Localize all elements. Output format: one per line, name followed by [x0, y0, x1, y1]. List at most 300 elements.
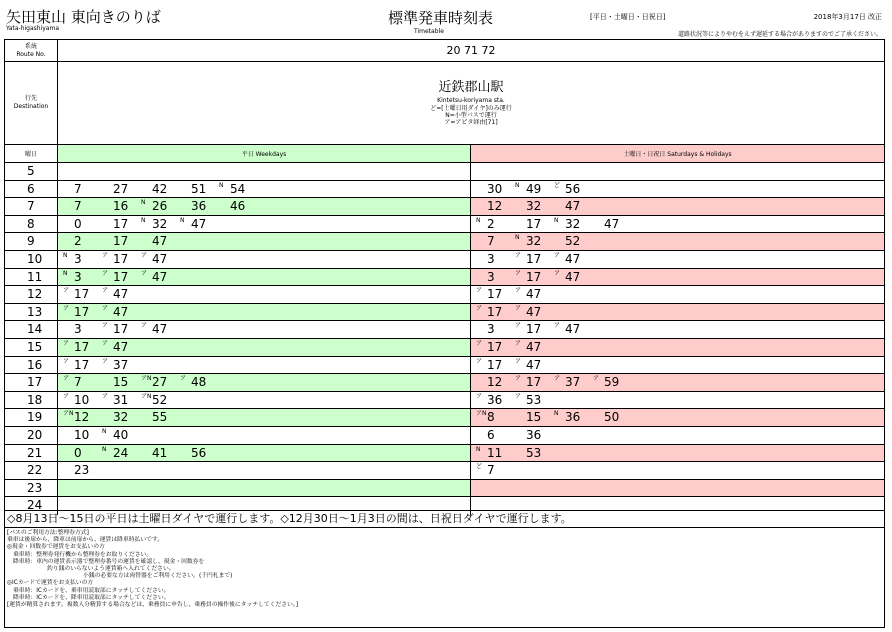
departure-mark: N — [102, 428, 107, 435]
departure-minute: 53 — [526, 392, 542, 407]
departure — [514, 233, 553, 250]
destination-note: N=小型バスで運行 — [445, 111, 497, 119]
holiday-departures-cell — [471, 198, 884, 215]
hour-cell: 8 — [5, 216, 58, 233]
departure-minute: 49 — [526, 181, 542, 196]
departure-minute: 17 — [113, 252, 129, 266]
hour-cell: 6 — [5, 181, 58, 198]
day-types: [平日・土曜日・日祝日] — [590, 13, 666, 21]
departure-minute: 47 — [526, 340, 542, 354]
departure — [553, 321, 592, 338]
departure-minute: 17 — [74, 357, 90, 372]
departure — [62, 409, 101, 426]
departure-minute: 24 — [113, 445, 129, 460]
page-title-en: Timetable — [414, 28, 444, 35]
departure — [101, 339, 140, 356]
weekday-departures-cell — [58, 304, 471, 321]
departure-minute: 10 — [74, 392, 90, 407]
departure — [553, 198, 592, 215]
departure — [140, 216, 179, 233]
departure-mark: ア — [476, 357, 483, 365]
departure-mark: ア — [141, 322, 148, 330]
departure — [140, 233, 179, 250]
weekday-departures-cell — [58, 480, 471, 497]
departure-minute: 15 — [526, 410, 542, 425]
hour-cell: 19 — [5, 409, 58, 426]
hour-cell: 11 — [5, 269, 58, 286]
departure — [475, 374, 514, 391]
departure-mark: ど — [476, 463, 483, 471]
departure — [514, 445, 553, 462]
departure-minute: 7 — [487, 463, 495, 478]
departure-minute: 17 — [526, 216, 542, 231]
departure — [140, 251, 179, 268]
departure — [514, 357, 553, 374]
departure — [514, 409, 553, 426]
departure — [475, 339, 514, 356]
departure-minute: 11 — [487, 445, 503, 460]
weekday-departures-cell — [58, 286, 471, 303]
table-row — [5, 462, 884, 480]
departure — [101, 392, 140, 409]
page-title: 標準発車時刻表 — [388, 9, 494, 27]
departure — [140, 269, 179, 286]
departure-minute: 2 — [487, 216, 495, 231]
departure — [62, 269, 101, 286]
departure-minute: 53 — [526, 445, 542, 460]
departure — [553, 409, 592, 426]
holiday-departures-cell — [471, 480, 884, 497]
hour-cell: 13 — [5, 304, 58, 321]
departure — [62, 321, 101, 338]
instruction-line: 降車時：車内の運賃表示器で整理券番号の運賃を確認し、現金・回数券を — [13, 558, 205, 565]
table-row — [5, 269, 884, 287]
destination-note: ど=[土曜日用ダイヤ]のみ運行 — [430, 104, 512, 112]
departure-mark: ア — [515, 340, 522, 347]
departure — [592, 216, 631, 233]
departure — [475, 251, 514, 268]
weekday-departures-cell — [58, 357, 471, 374]
departure — [514, 181, 553, 198]
destination-label-ja: 行先 — [24, 95, 37, 103]
departure-mark: ア — [476, 340, 483, 347]
table-row — [5, 286, 884, 304]
weekday-departures-cell — [58, 269, 471, 286]
departure-minute: 32 — [113, 410, 129, 425]
departure-mark: N — [515, 234, 520, 242]
departure — [553, 269, 592, 286]
departure-minute: 7 — [74, 181, 82, 196]
departure — [140, 445, 179, 462]
weekday-departures-cell — [58, 251, 471, 268]
departure-minute: 3 — [74, 252, 82, 266]
instruction-line: 乗車時：ICカードを、乗車用読取部にタッチしてください。 — [13, 587, 170, 594]
departure-mark: ア — [180, 375, 187, 383]
destination-romaji: Kintetsu-koriyama sta. — [437, 97, 505, 105]
route-numbers: 20 71 72 — [446, 44, 496, 57]
departure-mark: ア — [102, 287, 109, 295]
revision-date: 2018年3月17日 改正 — [813, 13, 882, 21]
weekday-departures-cell — [58, 409, 471, 426]
departure — [101, 427, 140, 444]
departure-minute: 3 — [74, 322, 82, 337]
departure — [140, 321, 179, 338]
departure — [514, 286, 553, 303]
departure — [179, 181, 218, 198]
departure — [179, 216, 218, 233]
departure — [101, 374, 140, 391]
departure-mark: アN — [141, 392, 152, 400]
departure-minute: 51 — [191, 181, 207, 196]
weekday-departures-cell — [58, 233, 471, 250]
departure — [475, 445, 514, 462]
departure-mark: ア — [515, 287, 522, 295]
departure — [101, 445, 140, 462]
table-row — [5, 374, 884, 392]
direction-text: 東向きのりば — [70, 8, 161, 26]
departure-minute: 15 — [113, 375, 129, 390]
departure-minute: 47 — [526, 287, 542, 302]
departure-mark: ア — [102, 322, 109, 330]
departure-mark: ア — [102, 340, 109, 347]
table-row — [5, 409, 884, 427]
departure-minute: 10 — [74, 428, 90, 442]
departure — [475, 286, 514, 303]
departure-mark: N — [554, 216, 559, 224]
departure-minute: 17 — [113, 322, 129, 337]
departure — [101, 251, 140, 268]
departure — [101, 304, 140, 321]
departure-mark: ア — [63, 357, 70, 365]
departure-mark: ア — [102, 252, 109, 259]
departure — [553, 374, 592, 391]
departure — [62, 339, 101, 356]
departure — [101, 286, 140, 303]
departure-minute: 47 — [113, 304, 129, 319]
departure — [553, 181, 592, 198]
hour-cell: 10 — [5, 251, 58, 268]
table-header — [5, 145, 884, 163]
departure-mark: ア — [102, 304, 109, 312]
instruction-line: 乗車時：整理券発行機から整理券をお取りください。 — [13, 551, 153, 558]
table-row — [5, 216, 884, 234]
table-row — [5, 304, 884, 322]
departure-minute: 56 — [191, 445, 207, 460]
table-row — [5, 321, 884, 339]
weekday-departures-cell — [58, 427, 471, 444]
departure-minute: 7 — [487, 234, 495, 249]
departure-mark: N — [180, 216, 185, 224]
departure-mark: ア — [515, 357, 522, 365]
departure-minute: 32 — [526, 234, 542, 249]
departure-minute: 3 — [487, 322, 495, 337]
departure-minute: 41 — [152, 445, 168, 460]
instruction-line: [バスのご利用方法:整理券方式] — [7, 530, 89, 536]
departure-mark: ア — [476, 287, 483, 295]
departure-minute: 7 — [74, 375, 82, 390]
weekday-departures-cell — [58, 339, 471, 356]
departure-mark: ア — [476, 304, 483, 312]
departure — [62, 251, 101, 268]
departure-minute: 12 — [487, 375, 503, 390]
hour-cell: 20 — [5, 427, 58, 444]
departure-minute: 47 — [565, 269, 581, 284]
departure — [62, 198, 101, 215]
departure — [475, 392, 514, 409]
weekday-departures-cell — [58, 374, 471, 391]
table-row — [5, 233, 884, 251]
departure — [140, 374, 179, 391]
departure — [553, 233, 592, 250]
departure-mark: ア — [102, 392, 109, 400]
departure-minute: 6 — [487, 428, 495, 442]
departure — [475, 216, 514, 233]
route-label-ja: 系統 — [24, 42, 37, 50]
hour-cell: 7 — [5, 198, 58, 215]
hour-cell: 16 — [5, 357, 58, 374]
departure-mark: N — [141, 199, 146, 207]
departure — [62, 427, 101, 444]
departure-minute: 23 — [74, 463, 90, 478]
departure-mark: ア — [593, 375, 600, 383]
holiday-schedule-notice: ◇8月13日～15日の平日は土曜日ダイヤで運行します。◇12月30日～1月3日の間は、日祝日ダイヤで運行します。 — [5, 511, 884, 528]
departure-minute: 8 — [487, 410, 495, 425]
departure-minute: 12 — [74, 410, 90, 425]
departure — [475, 409, 514, 426]
departure-mark: N — [102, 445, 107, 453]
holiday-departures-cell — [471, 321, 884, 338]
departure-minute: 46 — [230, 199, 246, 214]
table-row — [5, 357, 884, 375]
departure — [475, 357, 514, 374]
table-row — [5, 427, 884, 445]
departure-mark: ア — [554, 269, 561, 277]
table-row — [5, 445, 884, 463]
departure — [475, 427, 514, 444]
departure-minute: 50 — [604, 410, 620, 425]
destination-label-en: Destination — [13, 103, 49, 110]
departure-minute: 27 — [113, 181, 129, 196]
departure-minute: 32 — [565, 216, 581, 231]
departure — [592, 374, 631, 391]
departure — [475, 321, 514, 338]
departure-minute: 59 — [604, 375, 620, 390]
holiday-departures-cell — [471, 445, 884, 462]
destination-label — [5, 62, 58, 144]
departure-minute: 12 — [487, 199, 503, 214]
hour-cell: 17 — [5, 374, 58, 391]
stop-romaji: Yata-higashiyama — [6, 25, 60, 32]
departure — [553, 216, 592, 233]
departure-mark: ど — [554, 181, 561, 189]
instruction-line: [運賃が精算されます。複数人分精算する場合などは、乗務員に申告し、乗務員の操作後にタッチしてください。] — [7, 602, 299, 609]
departure — [475, 181, 514, 198]
departure-mark: ア — [515, 304, 522, 312]
departure-minute: 7 — [74, 199, 82, 214]
departure — [101, 198, 140, 215]
route-label-en: Route No. — [16, 50, 46, 58]
departure-minute: 40 — [113, 428, 129, 442]
departure-minute: 3 — [487, 252, 495, 266]
departure-mark: N — [476, 445, 481, 453]
departure — [179, 445, 218, 462]
departure — [514, 304, 553, 321]
usage-instructions — [7, 530, 298, 609]
departure — [101, 181, 140, 198]
holiday-departures-cell — [471, 357, 884, 374]
weekday-departures-cell — [58, 163, 471, 180]
holiday-departures-cell — [471, 304, 884, 321]
departure-minute: 17 — [74, 304, 90, 319]
departure-minute: 55 — [152, 410, 168, 425]
departure-minute: 17 — [487, 340, 503, 354]
departure-mark: N — [554, 410, 559, 418]
instruction-line: 乗車は後扉から、降車は前扉から、運賃は降車時払いです。 — [7, 537, 164, 544]
holiday-departures-cell — [471, 409, 884, 426]
departure-minute: 17 — [487, 287, 503, 302]
departure-minute: 17 — [526, 322, 542, 337]
holiday-column-header: 土曜日・日祝日 Saturdays & Holidays — [471, 145, 884, 162]
departure-minute: 47 — [152, 252, 168, 266]
departure — [514, 251, 553, 268]
departure — [514, 427, 553, 444]
departure-mark: ア — [63, 304, 70, 312]
departure-mark: ア — [554, 322, 561, 330]
table-row — [5, 181, 884, 199]
hour-cell: 18 — [5, 392, 58, 409]
departure — [475, 304, 514, 321]
departure-minute: 0 — [74, 445, 82, 460]
departure — [101, 357, 140, 374]
departure-mark: N — [515, 181, 520, 189]
holiday-departures-cell — [471, 233, 884, 250]
departure-minute: 3 — [74, 269, 82, 284]
departure — [514, 374, 553, 391]
departure — [62, 233, 101, 250]
departure — [514, 392, 553, 409]
hour-cell: 5 — [5, 163, 58, 180]
departure-minute: 47 — [152, 234, 168, 249]
holiday-departures-cell — [471, 251, 884, 268]
holiday-departures-cell — [471, 181, 884, 198]
holiday-departures-cell — [471, 392, 884, 409]
departure-minute: 48 — [191, 375, 207, 390]
departure-mark: ア — [515, 392, 522, 400]
departure-minute: 17 — [113, 234, 129, 249]
destination-row — [5, 62, 884, 145]
departure — [62, 304, 101, 321]
weekday-departures-cell — [58, 445, 471, 462]
departure-minute: 37 — [565, 375, 581, 390]
departure-minute: 42 — [152, 181, 168, 196]
stop-name — [6, 6, 161, 27]
departure — [514, 269, 553, 286]
departure-minute: 3 — [487, 269, 495, 284]
departure — [140, 392, 179, 409]
departure — [101, 409, 140, 426]
departure-minute: 30 — [487, 181, 503, 196]
departure — [179, 198, 218, 215]
departure-mark: ア — [63, 287, 70, 295]
destination-note: ア=アピタ経由[71] — [444, 118, 498, 126]
departure — [62, 374, 101, 391]
table-row — [5, 339, 884, 357]
holiday-departures-cell — [471, 216, 884, 233]
departure-minute: 36 — [526, 428, 542, 442]
departure-minute: 36 — [487, 392, 503, 407]
hour-cell: 23 — [5, 480, 58, 497]
weekday-column-header: 平日 Weekdays — [58, 145, 471, 162]
departure-mark: N — [476, 216, 481, 224]
instruction-line: 釣り銭のいらないよう運賃箱へ入れてください。 — [47, 566, 175, 573]
holiday-departures-cell — [471, 269, 884, 286]
hour-cell: 15 — [5, 339, 58, 356]
departure-minute: 37 — [113, 357, 129, 372]
departure — [101, 233, 140, 250]
departure-minute: 17 — [113, 269, 129, 284]
departure-mark: アN — [63, 410, 74, 418]
departure-minute: 17 — [74, 340, 90, 354]
departure-minute: 32 — [152, 216, 168, 231]
departure-minute: 47 — [113, 340, 129, 354]
hour-column-header: 曜日 — [5, 145, 58, 162]
holiday-departures-cell — [471, 339, 884, 356]
departure-minute: 26 — [152, 199, 168, 214]
departure-minute: 47 — [152, 269, 168, 284]
timetable-header — [0, 0, 892, 40]
departure-minute: 47 — [191, 216, 207, 231]
departure-minute: 17 — [113, 216, 129, 231]
footer — [4, 511, 885, 628]
departure-minute: 16 — [113, 199, 129, 214]
departure-mark: ア — [515, 269, 522, 277]
departure-mark: ア — [554, 252, 561, 259]
departure-minute: 36 — [565, 410, 581, 425]
departure-mark: ア — [554, 375, 561, 383]
departure-mark: アN — [141, 375, 152, 383]
table-row — [5, 392, 884, 410]
departure — [475, 198, 514, 215]
departure-mark: ア — [515, 322, 522, 330]
departure — [475, 233, 514, 250]
hour-cell: 12 — [5, 286, 58, 303]
departure-mark: N — [219, 181, 224, 189]
hour-cell: 22 — [5, 462, 58, 479]
departure-minute: 17 — [487, 357, 503, 372]
holiday-departures-cell — [471, 374, 884, 391]
departure — [475, 462, 514, 479]
departure-minute: 17 — [526, 252, 542, 266]
departure — [140, 181, 179, 198]
instruction-line: ◎ICカードで運賃をお支払いの方 — [7, 580, 94, 587]
departure-minute: 31 — [113, 392, 129, 407]
departure-minute: 0 — [74, 216, 82, 231]
departure — [62, 462, 101, 479]
departure-mark: N — [63, 252, 68, 259]
route-label — [5, 40, 58, 61]
departure-minute: 47 — [526, 357, 542, 372]
departure — [101, 321, 140, 338]
departure — [140, 198, 179, 215]
departure-minute: 17 — [526, 375, 542, 390]
departure-mark: N — [141, 216, 146, 224]
departure-mark: N — [63, 269, 68, 277]
departure-minute: 54 — [230, 181, 246, 196]
table-row — [5, 480, 884, 498]
departure — [514, 216, 553, 233]
weekday-departures-cell — [58, 392, 471, 409]
departure-minute: 56 — [565, 181, 581, 196]
